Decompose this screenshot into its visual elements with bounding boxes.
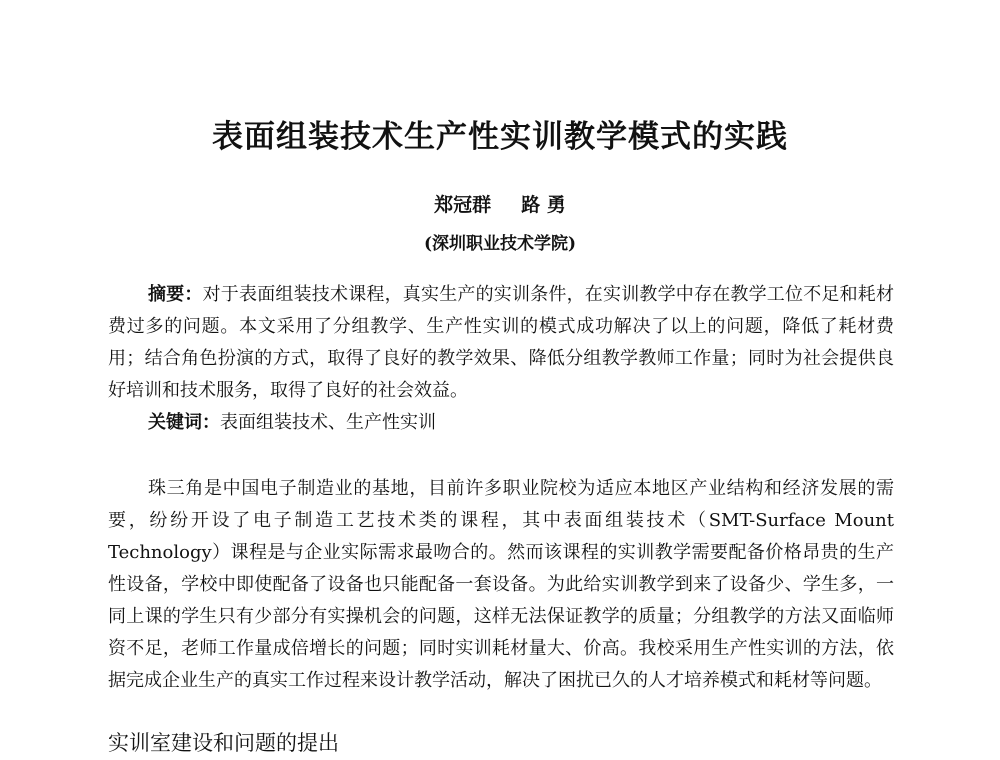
keywords-line <box>148 407 894 439</box>
abstract-text: 对于表面组装技术课程，真实生产的实训条件，在实训教学中存在教学工位不足和耗材费过多的问题。本文采用了分组教学、生产性实训的模式成功解决了以上的问题，降低了耗材费用；结合角色扮演的方式，取得了良好的教学效果、降低分组教学教师工作量；同时为社会提供良好培训和技术服务，取得了良好的社会效益。 <box>108 284 895 401</box>
author-name: 郑冠群 <box>434 194 492 216</box>
affiliation: (深圳职业技术学院) <box>423 234 577 254</box>
body-paragraph: 珠三角是中国电子制造业的基地，目前许多职业院校为适应本地区产业结构和经济发展的需要，纷纷开设了电子制造工艺技术类的课程，其中表面组装技术（SMT-Surface Mount Technology）课程是与企业实际需求最吻合的。然而该课程的实训教学需要配备价格昂贵的生产性设备，学校中即使配备了设备也只能配备一套设备。为此给实训教学到来了设备少、学生多，一同上课的学生只有少部分有实操机会的问题，这样无法保证教学的质量；分组教学的方法又面临师资不足，老师工作量成倍增长的问题；同时实训耗材量大、价高。我校采用生产性实训的方法，依据完成企业生产的真实工作过程来设计教学活动，解决了困扰已久的人才培养模式和耗材等问题。 <box>108 478 894 691</box>
section-heading: 实训室建设和问题的提出 <box>108 731 339 755</box>
keywords-label: 关键词： <box>148 412 220 433</box>
abstract-paragraph <box>108 279 894 407</box>
author-line <box>0 192 1000 218</box>
paper-title: 表面组装技术生产性实训教学模式的实践 <box>212 119 788 155</box>
abstract-label: 摘要： <box>148 284 203 305</box>
author-name: 路 勇 <box>521 194 566 216</box>
keywords-text: 表面组装技术、生产性实训 <box>220 412 436 433</box>
